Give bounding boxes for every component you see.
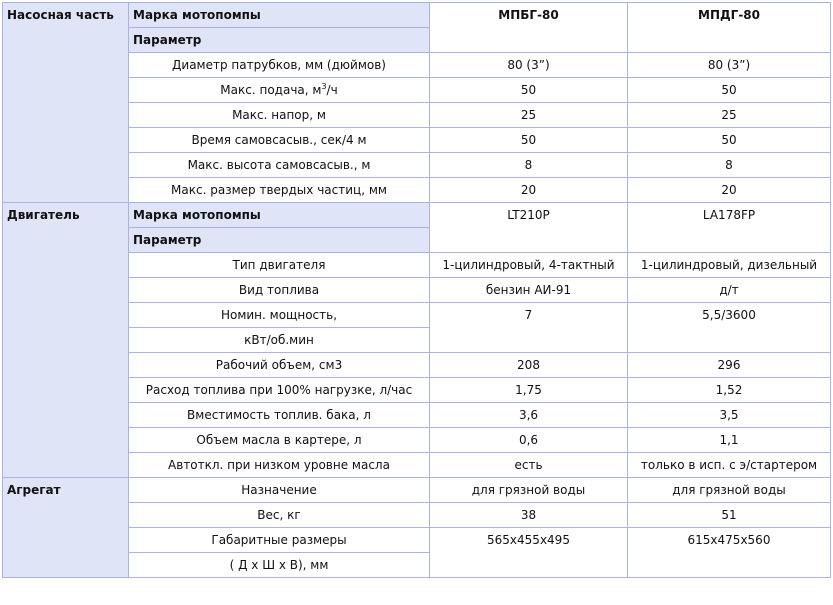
value-model-2: 50 bbox=[628, 128, 831, 153]
value-model-2: для грязной воды bbox=[628, 478, 831, 503]
param-name-cont: кВт/об.мин bbox=[129, 328, 430, 353]
value-model-2: 1,52 bbox=[628, 378, 831, 403]
value-model-2: 3,5 bbox=[628, 403, 831, 428]
engine-model-1: LT210P bbox=[430, 203, 628, 253]
param-name: Габаритные размеры bbox=[129, 528, 430, 553]
value-model-1: 38 bbox=[430, 503, 628, 528]
value-model-1: 208 bbox=[430, 353, 628, 378]
table-row bbox=[3, 478, 831, 503]
value-model-2: 1,1 bbox=[628, 428, 831, 453]
value-model-1: 50 bbox=[430, 128, 628, 153]
param-name: Автоткл. при низком уровне масла bbox=[129, 453, 430, 478]
value-model-1: 1-цилиндровый, 4-тактный bbox=[430, 253, 628, 278]
value-model-2: 25 bbox=[628, 103, 831, 128]
param-name: Вместимость топлив. бака, л bbox=[129, 403, 430, 428]
param-name: Тип двигателя bbox=[129, 253, 430, 278]
value-model-2: 80 (3”) bbox=[628, 53, 831, 78]
param-name: Время самовсасыв., сек/4 м bbox=[129, 128, 430, 153]
value-model-2: 615x475x560 bbox=[628, 528, 831, 578]
param-label: Параметр bbox=[129, 28, 430, 53]
param-name: Диаметр патрубков, мм (дюймов) bbox=[129, 53, 430, 78]
value-model-1: бензин АИ-91 bbox=[430, 278, 628, 303]
value-model-1: 50 bbox=[430, 78, 628, 103]
param-name: Макс. напор, м bbox=[129, 103, 430, 128]
section-aggregate: Агрегат bbox=[3, 478, 129, 578]
param-name: Макс. высота самовсасыв., м bbox=[129, 153, 430, 178]
value-model-1: 20 bbox=[430, 178, 628, 203]
param-name: Макс. подача, $м^3/ч$ bbox=[129, 78, 430, 103]
param-name: Вид топлива bbox=[129, 278, 430, 303]
param-name: Вес, кг bbox=[129, 503, 430, 528]
param-name: Макс. размер твердых частиц, мм bbox=[129, 178, 430, 203]
param-name-cont: ( Д х Ш х В), мм bbox=[129, 553, 430, 578]
model-2: МПДГ-80 bbox=[628, 3, 831, 53]
section-pump: Насосная часть bbox=[3, 3, 129, 203]
value-model-1: 565x455x495 bbox=[430, 528, 628, 578]
value-model-1: есть bbox=[430, 453, 628, 478]
param-label: Параметр bbox=[129, 228, 430, 253]
value-model-1: для грязной воды bbox=[430, 478, 628, 503]
param-name: Номин. мощность, bbox=[129, 303, 430, 328]
value-model-1: 0,6 bbox=[430, 428, 628, 453]
value-model-2: только в исп. с э/стартером bbox=[628, 453, 831, 478]
model-1: МПБГ-80 bbox=[430, 3, 628, 53]
section-engine: Двигатель bbox=[3, 203, 129, 478]
param-name: Назначение bbox=[129, 478, 430, 503]
param-name: Объем масла в картере, л bbox=[129, 428, 430, 453]
value-model-2: 5,5/3600 bbox=[628, 303, 831, 353]
value-model-2: 296 bbox=[628, 353, 831, 378]
value-model-1: 25 bbox=[430, 103, 628, 128]
value-model-1: 7 bbox=[430, 303, 628, 353]
value-model-2: 50 bbox=[628, 78, 831, 103]
engine-model-2: LA178FP bbox=[628, 203, 831, 253]
value-model-1: 80 (3”) bbox=[430, 53, 628, 78]
value-model-2: 8 bbox=[628, 153, 831, 178]
value-model-1: 3,6 bbox=[430, 403, 628, 428]
param-name: Рабочий объем, см3 bbox=[129, 353, 430, 378]
value-model-1: 8 bbox=[430, 153, 628, 178]
value-model-1: 1,75 bbox=[430, 378, 628, 403]
value-model-2: 51 bbox=[628, 503, 831, 528]
spec-table bbox=[2, 2, 831, 578]
value-model-2: д/т bbox=[628, 278, 831, 303]
brand-label: Марка мотопомпы bbox=[129, 3, 430, 28]
table-row bbox=[3, 3, 831, 28]
value-model-2: 20 bbox=[628, 178, 831, 203]
table-row bbox=[3, 203, 831, 228]
brand-label: Марка мотопомпы bbox=[129, 203, 430, 228]
value-model-2: 1-цилиндровый, дизельный bbox=[628, 253, 831, 278]
param-name: Расход топлива при 100% нагрузке, л/час bbox=[129, 378, 430, 403]
